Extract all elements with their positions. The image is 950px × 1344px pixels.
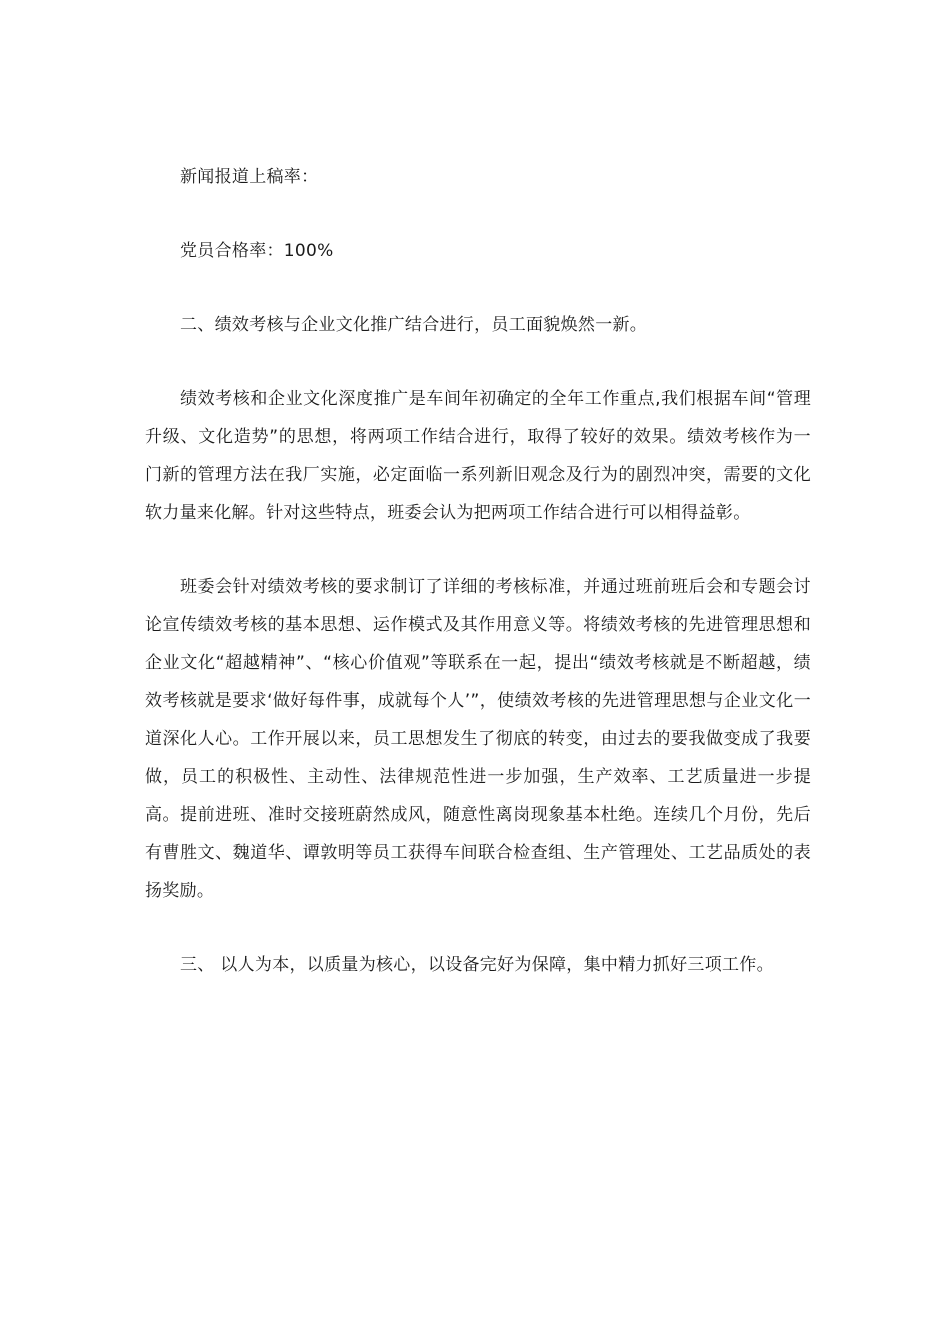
party-member-rate-line: 党员合格率：100% — [180, 241, 334, 261]
section-2-heading: 二、绩效考核与企业文化推广结合进行，员工面貌焕然一新。 — [180, 315, 648, 335]
document-body — [145, 158, 811, 984]
paragraph-performance-culture: 绩效考核和企业文化深度推广是车间年初确定的全年工作重点,我们根据车间“管理升级、文化造势”的思想，将两项工作结合进行，取得了较好的效果。绩效考核作为一门新的管理方法在我厂实施，必定面临一系列新旧观念及行为的剧烈冲突，需要的文化软力量来化解。针对这些特点，班委会认为把两项工作结合进行可以相得益彰。 — [145, 389, 811, 523]
section-3-heading: 三、 以人为本，以质量为核心，以设备完好为保障，集中精力抓好三项工作。 — [180, 955, 774, 975]
news-report-rate-line: 新闻报道上稿率： — [180, 167, 319, 187]
paragraph-team-committee: 班委会针对绩效考核的要求制订了详细的考核标准，并通过班前班后会和专题会讨论宣传绩效考核的基本思想、运作模式及其作用意义等。将绩效考核的先进管理思想和企业文化“超越精神”、“核心价值观”等联系在一起，提出“绩效考核就是不断超越，绩效考核就是要求‘做好每件事，成就每个人’”，使绩效考核的先进管理思想与企业文化一道深化人心。工作开展以来，员工思想发生了彻底的转变，由过去的要我做变成了我要做，员工的积极性、主动性、法律规范性进一步加强，生产效率、工艺质量进一步提高。提前进班、准时交接班蔚然成风，随意性离岗现象基本杜绝。连续几个月份，先后有曹胜文、魏道华、谭敦明等员工获得车间联合检查组、生产管理处、工艺品质处的表扬奖励。 — [145, 577, 811, 901]
